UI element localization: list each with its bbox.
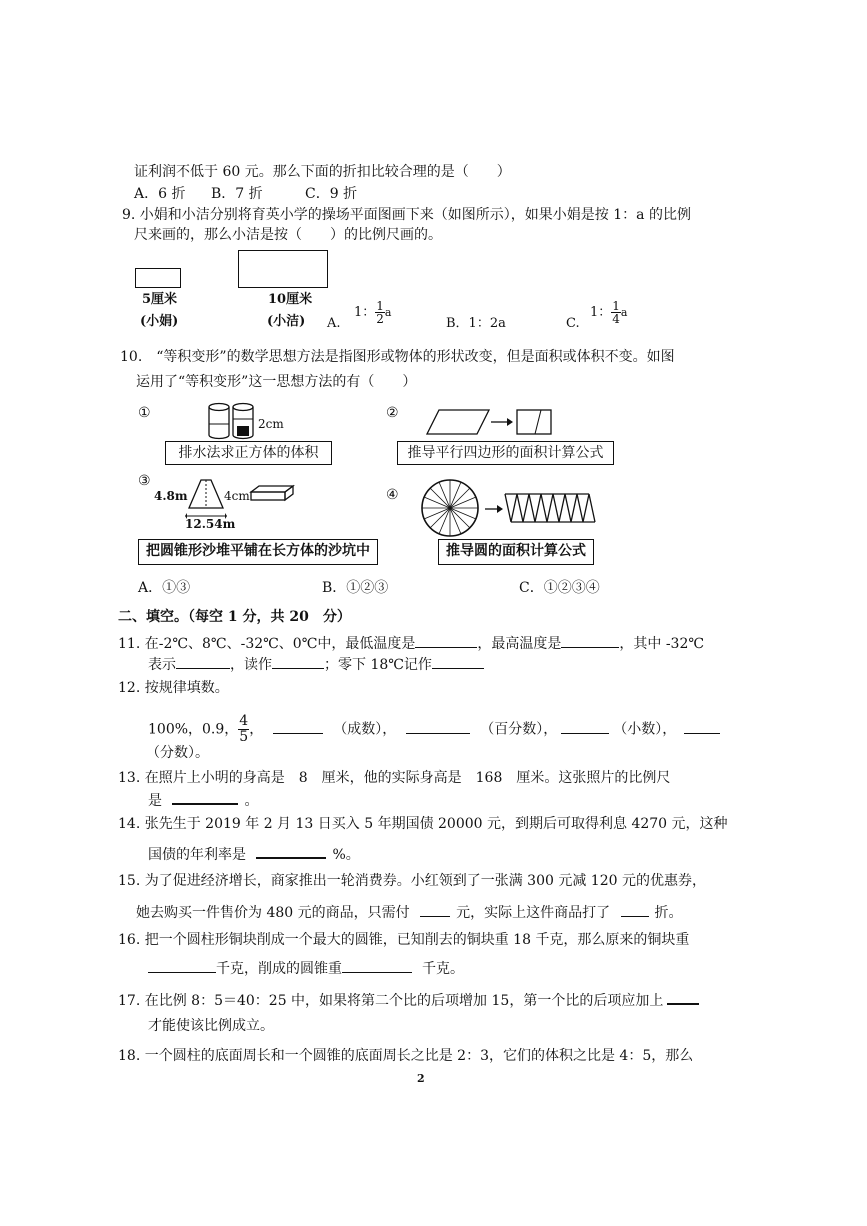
q10-sectors-rearranged-figure (503, 492, 599, 524)
q12-title-line (118, 679, 229, 697)
q14-blank-rate[interactable] (256, 843, 326, 859)
q12-hint-1: （成数）， (333, 721, 397, 738)
q12-fraction (238, 714, 249, 745)
q10-panel1-caption: 排水法求正方体的体积 (165, 441, 332, 465)
q14-text-2b: %。 (332, 847, 360, 863)
q12-hint-2: （百分数）， (480, 721, 558, 738)
q11-line2 (148, 654, 484, 674)
q11-blank-lowest[interactable] (415, 633, 477, 648)
q11-number: 11. (118, 636, 141, 652)
q16-number: 16. (118, 932, 141, 948)
q16-line2 (148, 958, 464, 978)
q11-blank-meaning[interactable] (176, 654, 230, 669)
q10-marker-2: ② (386, 405, 399, 421)
q9-figure-small-rect (135, 268, 181, 288)
q12-hint-3: （小数）， (613, 721, 677, 738)
q18-number: 18. (118, 1048, 141, 1064)
q11-blank-highest[interactable] (561, 633, 619, 648)
q17-line1 (118, 989, 699, 1010)
q10-marker-4: ④ (386, 487, 399, 503)
q10-cylinders-figure (205, 402, 265, 444)
q10-circle-figure (420, 478, 482, 540)
q10-marker-3: ③ (138, 473, 151, 489)
q15-text-2b: 元，实际上这件商品打了 (456, 905, 611, 921)
q11-blank-read[interactable] (272, 654, 324, 669)
q17-blank-add[interactable] (667, 989, 699, 1005)
q13-blank-scale[interactable] (172, 789, 238, 805)
q9-option-c-fraction (611, 300, 621, 325)
q9-option-a-fraction (375, 300, 385, 325)
q16-text-2a: 千克，削成的圆锥重 (216, 961, 342, 977)
q15-number: 15. (118, 873, 141, 889)
q15-text-2a: 她去购买一件售价为 480 元的商品，只需付 (136, 905, 410, 921)
q8-option-b: B．7 折 (211, 186, 263, 202)
q9-figure-large-rect (238, 250, 328, 288)
q9-option-b: B．1：2a (446, 316, 506, 331)
q18-text: 一个圆柱的底面周长和一个圆锥的底面周长之比是 2：3，它们的体积之比是 4：5，那么 (144, 1048, 694, 1064)
q9-option-c-label: C. (566, 316, 580, 331)
q16-blank-cone[interactable] (342, 958, 412, 973)
q13-line2 (148, 789, 258, 810)
q18-line1 (118, 1047, 693, 1065)
q10-panel3-width: 4cm (224, 489, 250, 503)
q9-option-a-var: a (384, 306, 392, 319)
q9-line1: 9. 小娟和小洁分别将育英小学的操场平面图画下来（如图所示），如果小娟是按 1：a 的比例 (122, 207, 691, 223)
q15-blank-pay[interactable] (420, 902, 450, 917)
q12-blank-2[interactable] (406, 719, 470, 734)
q9-option-c-ratio: 1： (590, 305, 612, 320)
section2-title: 二、填空。（每空 1 分，共 20 分） (118, 609, 351, 625)
q8-option-c: C．9 折 (305, 186, 358, 202)
q10-panel4-caption: 推导圆的面积计算公式 (438, 539, 594, 565)
q10-panel3-diameter: 12.54m (185, 517, 236, 531)
q10-panel3-height: 4.8m (154, 489, 188, 503)
q11-line1 (118, 633, 704, 653)
q17-line2: 才能使该比例成立。 (148, 1018, 274, 1034)
q15-text: 为了促进经济增长，商家推出一轮消费券。小红领到了一张满 300 元减 120 元的优惠券， (144, 873, 706, 889)
q8-text: 证利润不低于 60 元。那么下面的折扣比较合理的是（ ） (134, 164, 511, 180)
q13-number: 13. (118, 770, 141, 786)
q9-option-c-var: a (620, 306, 628, 319)
q12-sequence-line (148, 714, 720, 745)
q12-title: 按规律填数。 (144, 680, 229, 696)
q12-hint-4: （分数）。 (146, 745, 209, 761)
q9-option-c (590, 300, 627, 325)
q16-line1 (118, 931, 689, 949)
q12-number: 12. (118, 680, 141, 696)
q16-text: 把一个圆柱形铜块削成一个最大的圆锥，已知削去的铜块重 18 千克，那么原来的铜块重 (144, 932, 690, 948)
q13-text-2b: 。 (244, 793, 259, 809)
q12-blank-3[interactable] (561, 719, 609, 734)
q9-small-length: 5厘米 (142, 292, 178, 307)
q10-marker-1: ① (138, 405, 151, 421)
q12-sequence: 100%，0.9， (148, 721, 239, 738)
q11-text-a: 在-2℃、8℃、-32℃、0℃中，最低温度是 (144, 636, 416, 652)
q10-panel3-caption: 把圆锥形沙堆平铺在长方体的沙坑中 (138, 539, 378, 565)
q9-small-name: (小娟) (140, 314, 179, 329)
q10-line2: 运用了“等积变形”这一思想方法的有（ ） (136, 374, 417, 390)
q9-option-a (354, 300, 391, 325)
q16-text-2b: 千克。 (422, 961, 464, 977)
q10-line1: 10. “等积变形”的数学思想方法是指图形或物体的形状改变，但是面积或体积不变。如图 (120, 349, 675, 365)
q10-option-b: B．①②③ (322, 580, 389, 596)
q14-text: 张先生于 2019 年 2 月 13 日买入 5 年期国债 20000 元，到期后可取得利息 4270 元，这种 (144, 816, 728, 832)
q11-text-e: ，读作 (230, 657, 272, 673)
q9-option-a-numerator: 1 (376, 299, 384, 313)
q9-option-a-label: A. (327, 316, 341, 331)
q9-option-c-numerator: 1 (612, 299, 620, 313)
q15-line1 (118, 872, 706, 890)
q9-large-name: (小洁) (267, 314, 306, 329)
q14-text-2a: 国债的年利率是 (148, 847, 246, 863)
q10-parallelogram-figure (425, 408, 555, 438)
q17-number: 17. (118, 993, 141, 1009)
q8-option-a: A．6 折 (134, 186, 186, 202)
q13-text: 在照片上小明的身高是 8 厘米，他的实际身高是 168 厘米。这张照片的比例尺 (144, 770, 671, 786)
q11-text-b: ，最高温度是 (477, 636, 562, 652)
q12-fraction-numerator: 4 (239, 713, 249, 729)
q10-panel1-dimension: 2cm (258, 417, 284, 431)
q13-text-2a: 是 (148, 793, 162, 809)
q9-large-length: 10厘米 (268, 292, 313, 307)
q9-option-a-denominator: 2 (376, 312, 384, 326)
q12-blank-1[interactable] (273, 719, 323, 734)
q17-text: 在比例 8：5＝40：25 中，如果将第二个比的后项增加 15，第一个比的后项应加上 (144, 993, 664, 1009)
q12-blank-4[interactable] (684, 719, 720, 734)
q11-blank-record[interactable] (432, 654, 484, 669)
q10-panel2-caption: 推导平行四边形的面积计算公式 (397, 441, 614, 465)
q15-blank-discount[interactable] (621, 902, 649, 917)
q11-text-f: ；零下 18℃记作 (324, 657, 432, 673)
q15-text-2c: 折。 (654, 905, 683, 921)
q9-line2: 尺来画的，那么小洁是按（ ）的比例尺画的。 (134, 227, 442, 243)
q9-option-a-ratio: 1： (354, 305, 376, 320)
q16-blank-original[interactable] (148, 958, 216, 973)
q14-line1 (118, 815, 728, 833)
q10-option-a: A．①③ (138, 580, 191, 596)
q14-number: 14. (118, 816, 141, 832)
q15-line2 (136, 902, 683, 922)
q13-line1 (118, 769, 670, 787)
q10-option-c: C．①②③④ (519, 580, 600, 596)
q11-text-c: ，其中 -32℃ (619, 636, 705, 652)
q11-text-d: 表示 (148, 657, 176, 673)
page-number: 2 (417, 1072, 425, 1085)
q12-fraction-denominator: 5 (239, 729, 249, 745)
q9-option-c-denominator: 4 (612, 312, 620, 326)
q10-arrow-right (485, 504, 503, 514)
q12-separator: ， (249, 721, 264, 738)
q14-line2 (148, 843, 360, 864)
